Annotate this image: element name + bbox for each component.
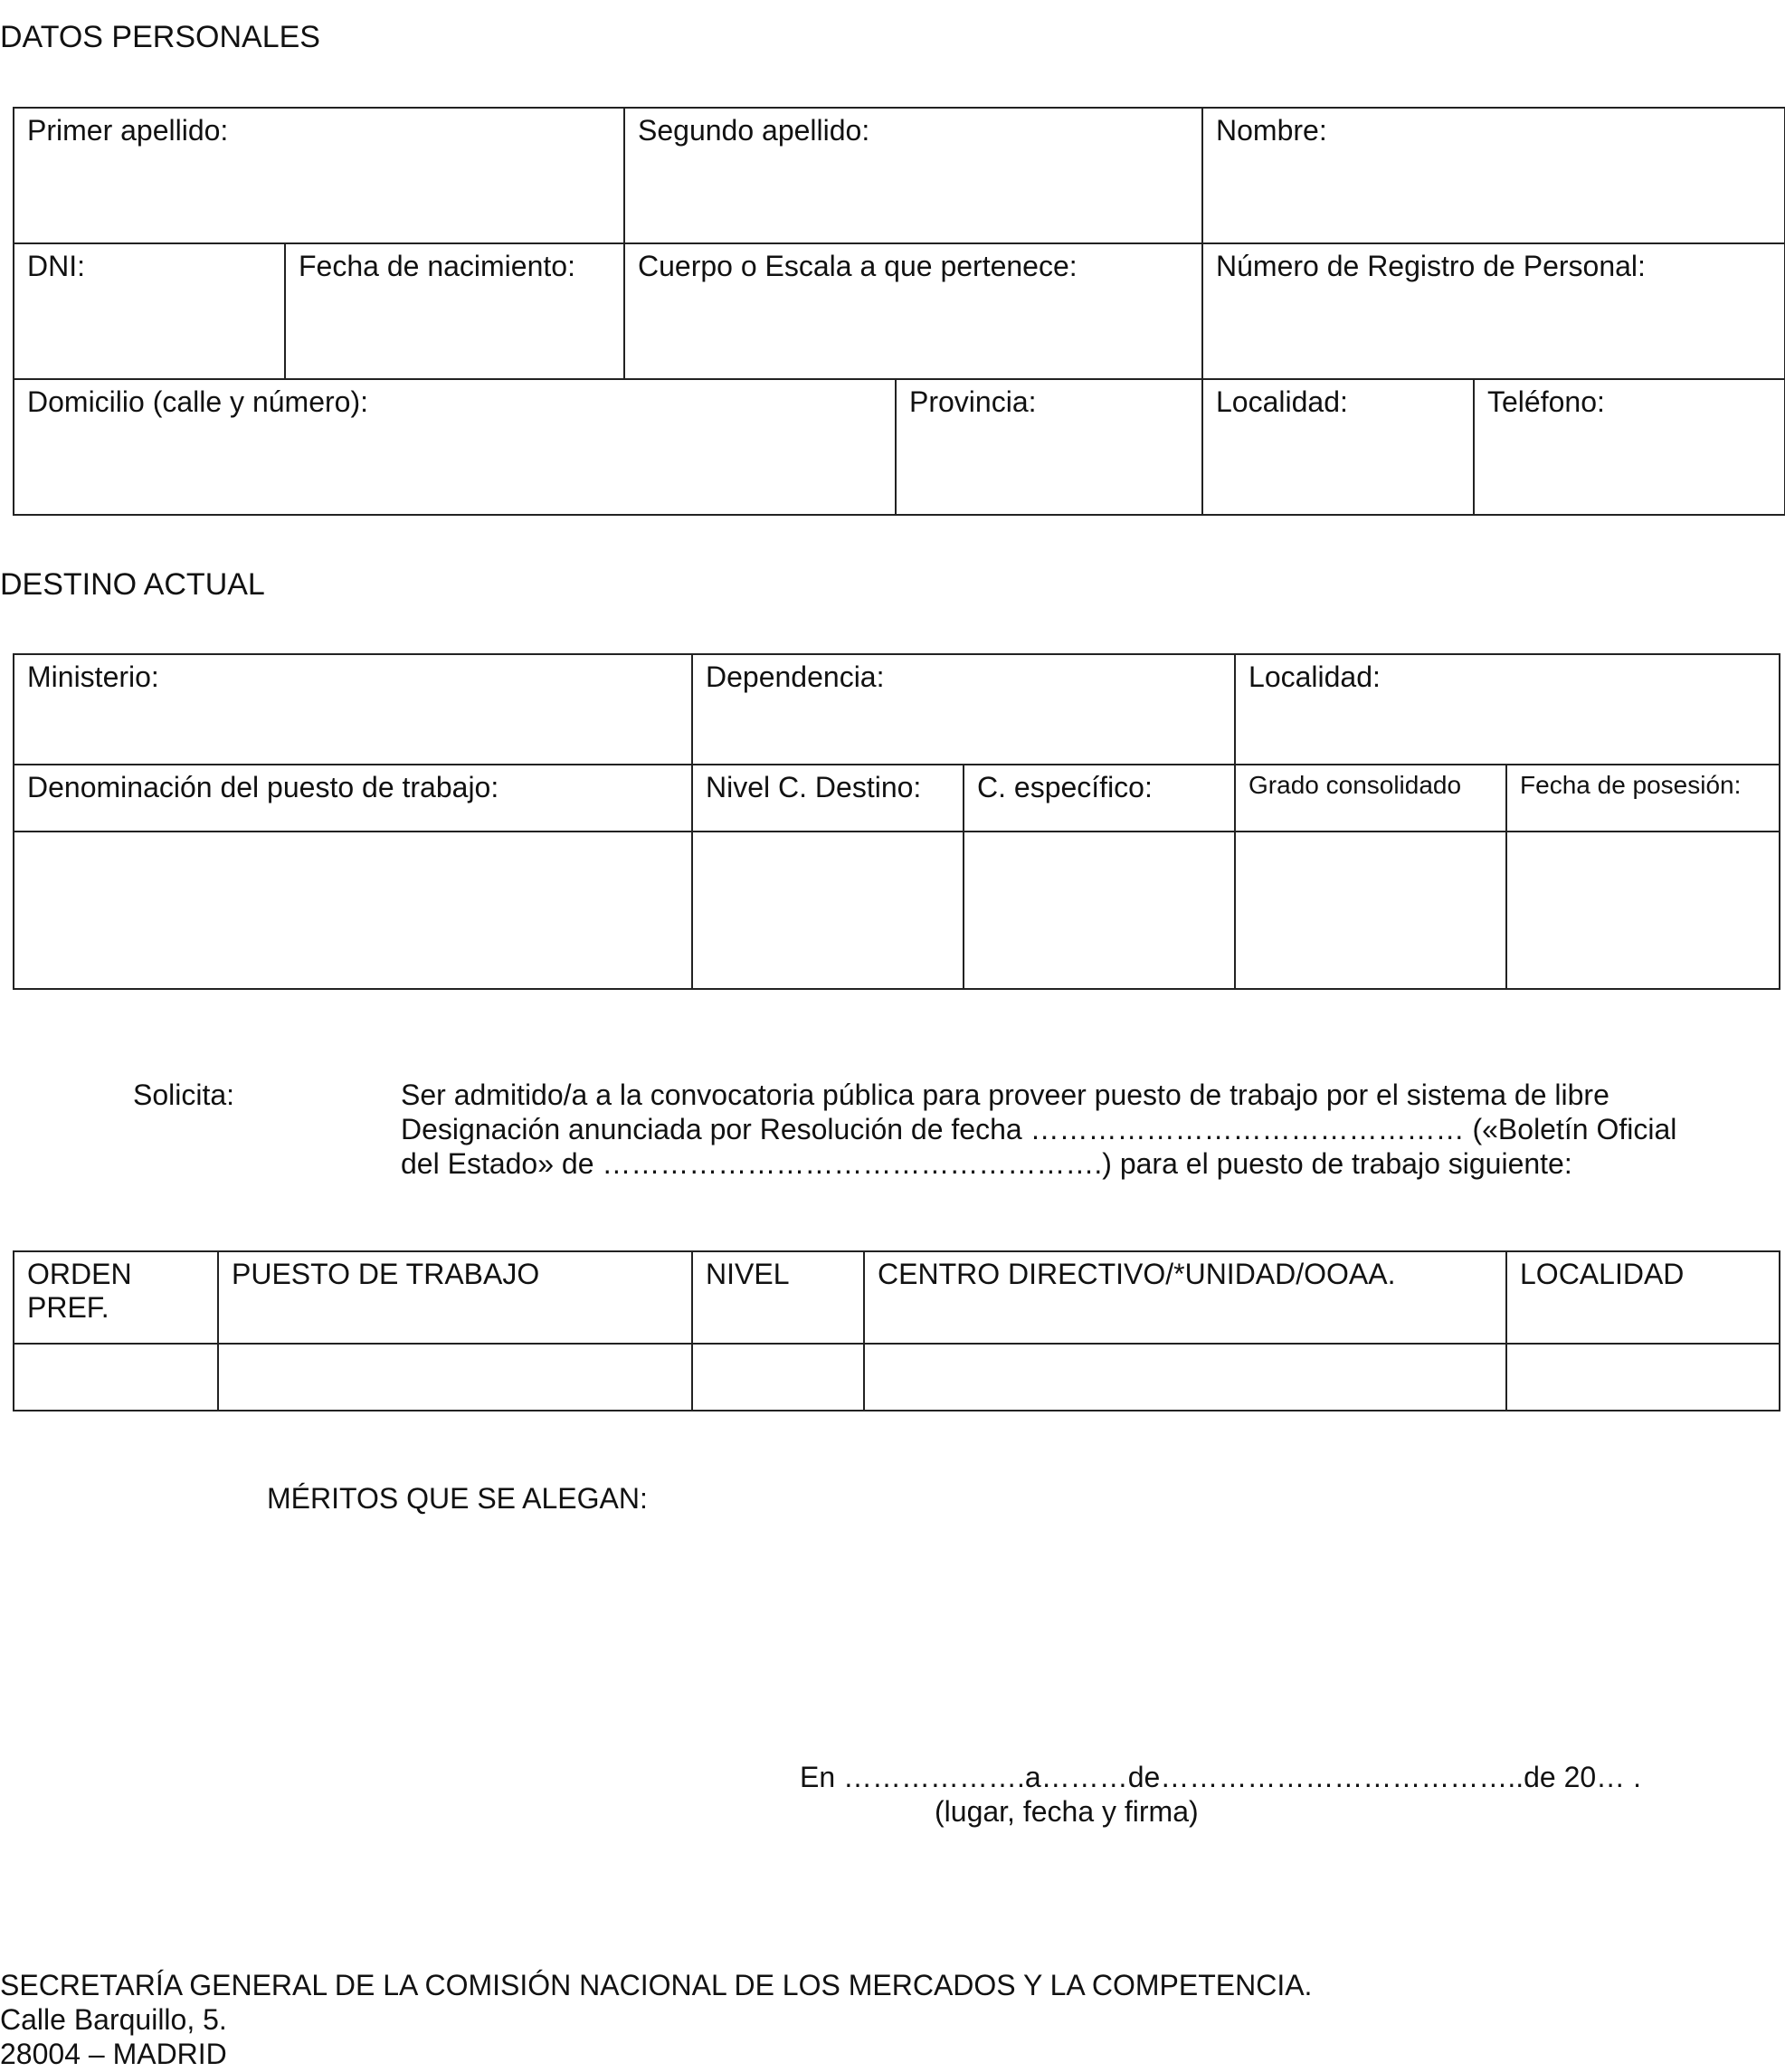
nombre-field[interactable] bbox=[1202, 108, 1785, 243]
puestos-table bbox=[13, 1250, 1780, 1411]
nrp-field[interactable] bbox=[1202, 243, 1785, 379]
segundo-apellido-label: Segundo apellido: bbox=[638, 114, 870, 147]
nivel-header: NIVEL bbox=[692, 1251, 864, 1344]
puesto-trabajo-header: PUESTO DE TRABAJO bbox=[218, 1251, 692, 1344]
orden-pref-header: ORDEN PREF. bbox=[14, 1251, 218, 1344]
section-heading-datos-personales: DATOS PERSONALES bbox=[0, 20, 320, 54]
datos-personales-table bbox=[13, 107, 1785, 516]
solicita-text-line1: Ser admitido/a a la convocatoria pública para proveer puesto de trabajo por el sistema de libre bbox=[401, 1079, 1609, 1111]
localidad-input[interactable] bbox=[1506, 1344, 1780, 1411]
firma-line: En ……………….a………de………………………………..de 20… . bbox=[800, 1761, 1641, 1793]
segundo-apellido-field[interactable] bbox=[624, 108, 1202, 243]
dni-field[interactable] bbox=[14, 243, 285, 379]
puesto-trabajo-input[interactable] bbox=[218, 1344, 692, 1411]
section-heading-destino-actual: DESTINO ACTUAL bbox=[0, 567, 265, 602]
primer-apellido-label: Primer apellido: bbox=[27, 114, 229, 147]
footer-city: 28004 – MADRID bbox=[0, 2038, 227, 2070]
complemento-especifico-input[interactable] bbox=[964, 832, 1235, 989]
primer-apellido-field[interactable] bbox=[14, 108, 624, 243]
localidad-destino-label: Localidad: bbox=[1249, 661, 1381, 693]
telefono-field[interactable] bbox=[1474, 379, 1785, 515]
localidad-label: Localidad: bbox=[1216, 385, 1348, 418]
centro-directivo-input[interactable] bbox=[864, 1344, 1506, 1411]
dependencia-field[interactable] bbox=[692, 654, 1235, 765]
centro-directivo-header: CENTRO DIRECTIVO/*UNIDAD/OOAA. bbox=[864, 1251, 1506, 1344]
localidad-field[interactable] bbox=[1202, 379, 1474, 515]
nivel-input[interactable] bbox=[692, 1344, 864, 1411]
orden-pref-input[interactable] bbox=[14, 1344, 218, 1411]
grado-consolidado-header: Grado consolidado bbox=[1235, 765, 1506, 832]
footer-address: Calle Barquillo, 5. bbox=[0, 2003, 227, 2036]
footer-organism: SECRETARÍA GENERAL DE LA COMISIÓN NACIONAL DE LOS MERCADOS Y LA COMPETENCIA. bbox=[0, 1969, 1313, 2001]
domicilio-field[interactable] bbox=[14, 379, 896, 515]
fecha-nacimiento-field[interactable] bbox=[285, 243, 624, 379]
meritos-label: MÉRITOS QUE SE ALEGAN: bbox=[267, 1482, 648, 1515]
provincia-field[interactable] bbox=[896, 379, 1202, 515]
solicita-text-line2: Designación anunciada por Resolución de fecha ……………………………………… («Boletín Oficial bbox=[401, 1113, 1677, 1145]
cuerpo-escala-field[interactable] bbox=[624, 243, 1202, 379]
fecha-posesion-input[interactable] bbox=[1506, 832, 1780, 989]
dni-label: DNI: bbox=[27, 250, 85, 282]
localidad-header: LOCALIDAD bbox=[1506, 1251, 1780, 1344]
nrp-label: Número de Registro de Personal: bbox=[1216, 250, 1646, 282]
dependencia-label: Dependencia: bbox=[706, 661, 885, 693]
nivel-destino-header: Nivel C. Destino: bbox=[692, 765, 964, 832]
solicita-text-line3: del Estado» de …………………………………………….) para el puesto de trabajo siguiente: bbox=[401, 1147, 1572, 1180]
domicilio-label: Domicilio (calle y número): bbox=[27, 385, 368, 418]
telefono-label: Teléfono: bbox=[1487, 385, 1605, 418]
ministerio-label: Ministerio: bbox=[27, 661, 159, 693]
firma-note: (lugar, fecha y firma) bbox=[935, 1795, 1199, 1828]
fecha-nacimiento-label: Fecha de nacimiento: bbox=[299, 250, 575, 282]
fecha-posesion-header: Fecha de posesión: bbox=[1506, 765, 1780, 832]
localidad-destino-field[interactable] bbox=[1235, 654, 1780, 765]
nivel-destino-input[interactable] bbox=[692, 832, 964, 989]
grado-consolidado-input[interactable] bbox=[1235, 832, 1506, 989]
denominacion-input[interactable] bbox=[14, 832, 692, 989]
provincia-label: Provincia: bbox=[909, 385, 1037, 418]
solicita-label: Solicita: bbox=[133, 1079, 235, 1111]
ministerio-field[interactable] bbox=[14, 654, 692, 765]
nombre-label: Nombre: bbox=[1216, 114, 1327, 147]
denominacion-header: Denominación del puesto de trabajo: bbox=[14, 765, 692, 832]
complemento-especifico-header: C. específico: bbox=[964, 765, 1235, 832]
destino-actual-table bbox=[13, 653, 1780, 990]
cuerpo-escala-label: Cuerpo o Escala a que pertenece: bbox=[638, 250, 1078, 282]
